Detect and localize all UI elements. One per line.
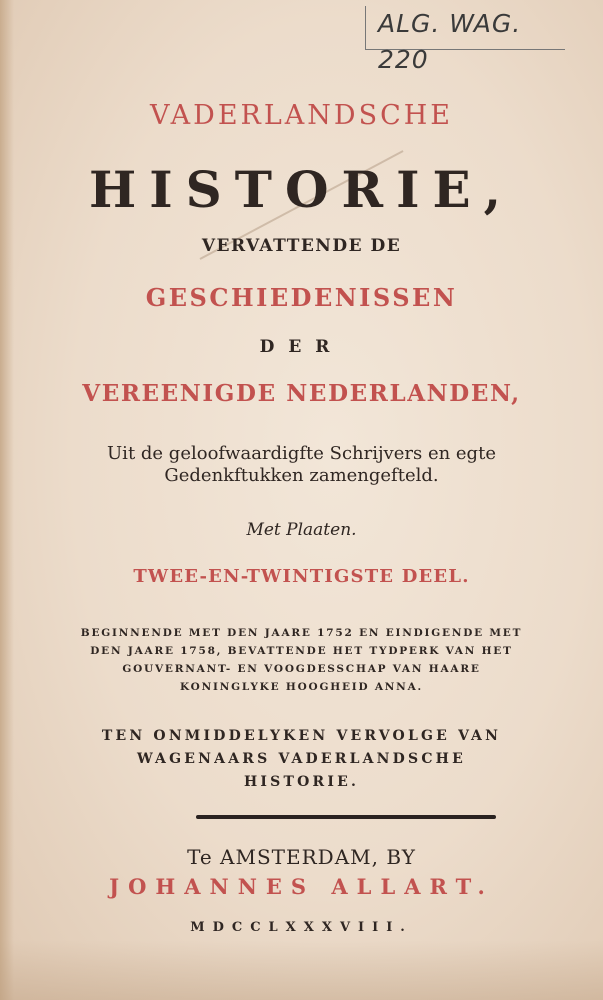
publication-year: MDCCLXXXVIII. xyxy=(190,920,413,935)
imprint-place: Te AMSTERDAM, BY xyxy=(187,845,416,869)
scope-line-4: KONINGLYKE HOOGHEID ANNA. xyxy=(180,681,423,693)
divider-rule xyxy=(196,815,496,819)
title-der: DER xyxy=(259,337,344,357)
volume-number: TWEE-EN-TWINTIGSTE DEEL. xyxy=(133,566,470,587)
handwritten-shelfmark: ALG. WAG. 220 xyxy=(365,6,565,50)
continuation-line-3: HISTORIE. xyxy=(243,774,360,790)
scope-line-2: DEN JAARE 1758, BEVATTENDE HET TYDPERK VAN HET xyxy=(90,645,513,657)
subtitle-line-1: Uit de geloofwaardigfte Schrijvers en egte xyxy=(107,443,496,464)
scope-line-1: BEGINNENDE MET DEN JAARE 1752 EN EINDIGENDE MET xyxy=(80,627,523,639)
continuation-line-1: TEN ONMIDDELYKEN VERVOLGE VAN xyxy=(101,728,502,744)
subtitle-line-2: Gedenkftukken zamengefteld. xyxy=(164,465,439,486)
plates-note: Met Plaaten. xyxy=(246,520,357,540)
title-geschiedenissen: GESCHIEDENISSEN xyxy=(145,283,458,312)
continuation-line-2: WAGENAARS VADERLANDSCHE xyxy=(137,751,466,767)
title-historie: HISTORIE, xyxy=(89,160,514,219)
title-vervattende: VERVATTENDE DE xyxy=(201,236,402,256)
scope-line-3: GOUVERNANT- EN VOOGDESSCHAP VAN HAARE xyxy=(122,663,481,675)
paper-bottom-shadow xyxy=(0,940,603,1000)
title-vereenigde-nederlanden: VEREENIGDE NEDERLANDEN, xyxy=(82,380,521,407)
publisher-name: JOHANNES ALLART. xyxy=(109,874,494,899)
title-vaderlandsche: VADERLANDSCHE xyxy=(150,100,453,131)
